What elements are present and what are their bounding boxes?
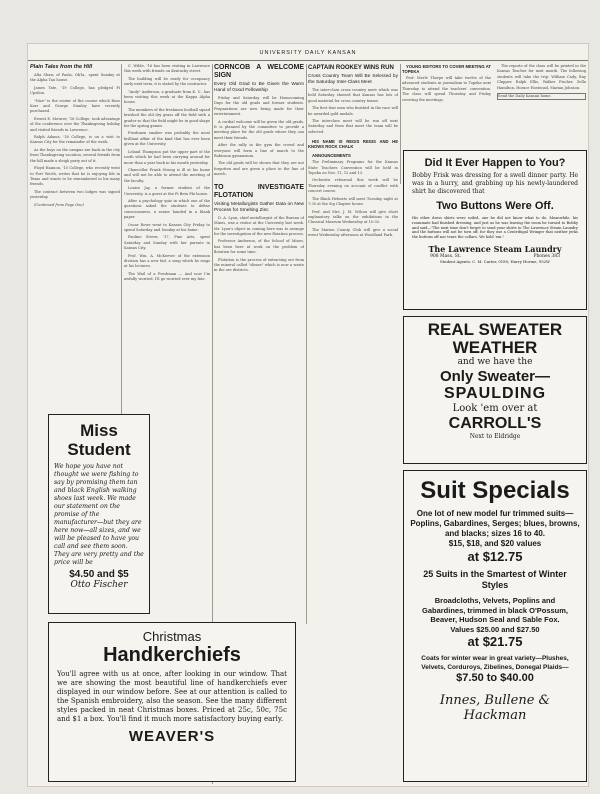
article-headline: CAPTAIN ROOKEY WINS RUN [308, 65, 394, 71]
paragraph: The members of the freshmen football squad brushed the old dry grass off the field with a grader so that the field might be in good shape for the spring games. [124, 107, 210, 129]
ad-headline: Christmas [142, 629, 202, 644]
ad-line: Next to Eldridge [469, 433, 521, 440]
paragraph: Louise Jay, a former student of the University, is a guest at the Pi Beta Phi house. [124, 186, 210, 196]
ad-store-name: WEAVER'S [128, 728, 216, 745]
ad-line: REAL SWEATER [427, 320, 563, 339]
paragraph: The interclass meet will be run off next Saturday and from that meet the team will be selected. [308, 119, 398, 134]
paragraph: Alta Shaw, of Paola, Ok'la., spent Sunday at the Alpha Tau house. [30, 73, 120, 83]
send-home-box: Send the Daily Kansan home. [497, 93, 586, 100]
ad-fabrics: Broadcloths, Velvets, Poplins and Gabardines, trimmed in black O'Possum, Beaver, Hudson Seal and Sable Fox. Values $25.00 and $27.50 [422, 596, 568, 634]
paragraph: Pauline Stever, '17, Fine Arts, spent Saturday and Sunday with her parents in Kansas City. [124, 235, 210, 251]
paragraph: "Nize" is the center of the course which Ross Karr and George Stanley have recently purchased. [30, 98, 120, 114]
ad-line: Look 'em over at [452, 403, 538, 414]
paragraph: "Andy" Anderson, a graduate from K. U., has been visiting this week at the Kappa Alpha house. [124, 89, 210, 105]
paragraph: Prof. Merle Thorpe will take twelve of the advanced students in journalism to Topeka next Thursday to attend the teachers' convention. The class will spend Thursday and Friday covering the meetings. [402, 76, 491, 102]
ad-store-name: CARROLL'S [448, 415, 542, 432]
paragraph: The Wail of a Freshman — And now I'm awfully worried, I'll go worried ever my fate. [124, 271, 210, 282]
paragraph: D. A. Lyon, chief metallurgist of the Bureau of Mines, was a visitor at the University last week. Mr. Lyon's object in coming here was to arrange for the investigation of the new flotation process. [214, 215, 304, 236]
paragraph: After a psychology quiz in which one of the questions asked the students to define consciousness, a senior handed in a blank paper. [124, 198, 210, 220]
ad-price: at $21.75 [467, 634, 523, 649]
ad-suit-specials [403, 470, 587, 782]
newspaper-page [28, 44, 588, 786]
ad-coats: Coats for winter wear in great variety—Plushes, Velvets, Corduroys, Zibelines, Donegal Plaids— [421, 655, 569, 671]
ad-headline: Suit Specials [420, 477, 570, 504]
ad-phone: Phones 383 [533, 253, 560, 259]
ad-body: We hope you have not thought we were fishing to say by promising them tan and black English walking shoes last week. We made our statement on the promise of the manufacturer—but they are here now—all sizes, and we will be pleased to have you call and see them soon. They are very pretty and the price will be [54, 463, 144, 566]
column-cross-country [308, 64, 398, 624]
ad-carrolls [403, 316, 587, 464]
ad-punchline: Two Buttons Were Off. [436, 200, 554, 212]
article-subheadline: Visiting Metallurgists Gather Data on New Process for Smelting Zinc [214, 201, 304, 213]
column-rule [121, 64, 122, 444]
class-report-notice [497, 64, 586, 105]
paragraph: Floyd Hannon, '15 College, who recently went to Fort Worth, writes that he is enjoying life in Texas and wants to be remembered to his many friends. [30, 166, 120, 187]
article-headline: TO INVESTIGATE FLOTATION [214, 183, 304, 199]
paragraph: Ernest E. Mowrer, '16 College, took advantage of the conference over the Thanksgiving holiday and visited friends in Lawrence. [30, 116, 120, 132]
ad-headline: Did It Ever Happen to You? [424, 157, 566, 169]
ad-price: at $12.75 [467, 549, 523, 564]
paragraph: The inter-class cross country meet which was held Saturday showed that Kansas has lots of good material for cross country teams. [308, 88, 398, 103]
ad-body: You'll agree with us at once, after looking in our window. That we are showing the most beautiful line of handkerchiefs ever displayed in our window before. See at our attention is called to the Spanish embroidery, also the season. See the many different styles packed in neat Christmas boxes. Priced at 25c, 50c, 75c and $1 a box. You'll find it much more satisfactory buying early. [57, 670, 287, 723]
paragraph: The contract between two lodges was signed yesterday. [30, 189, 120, 200]
ad-headline: Handkerchiefs [103, 644, 241, 666]
ad-address: 908 Mass. St. [430, 253, 462, 259]
ad-body: Bobby Frisk was dressing for a swell dinner party. He was in a hurry, and grabbing up his newly-laundered shirt he discovered that [412, 172, 578, 195]
ad-line: SPAULDING [443, 385, 547, 402]
paragraph: Chancellor Frank Strong is ill at his home and will not be able to attend the meeting of the faculty. [124, 167, 210, 183]
ad-small-text: His other dress shirts were soiled, one he did not know what to do. Meanwhile, his roommate had finished dressing, and just as he was leaving the room he turned to Bobby and said—"The next time don't forget to send your shirts to The Lawrence Steam Laundry and the buttons will not be torn off, for they use a Centrifugal Wringer that neither jerks the buttons off nor tears the collars. We hold 'em." [412, 216, 578, 240]
ad-old-prices: $15, $18, and $20 values [448, 539, 542, 548]
article-subheadline: Every Old Grad to Be Given the Warm Hand of Good Fellowship [214, 82, 304, 93]
paragraph: Flotation is the process of extracting ore from the mineral called "slimes" which is now a waste in the ore districts. [214, 257, 304, 273]
column-heading: Plain Tales from the Hill [30, 64, 93, 70]
paragraph: Prof. Wm. A. McKeever of the extension division has a new fad, a song which he sings at his lectures. [124, 253, 210, 269]
paragraph: The Black Helmets will meet Tuesday night at 7:30 at the Sig Chapter house. [308, 196, 398, 207]
article-headline: HIS NAME IS REGIS REGIS AND HE KNOWS ROCK CHALK [308, 139, 398, 150]
ad-business-name: The Lawrence Steam Laundry [428, 243, 562, 254]
column-rule [400, 64, 401, 184]
ad-line: and we have the [457, 357, 533, 367]
paragraph: Orchestra rehearsal this week will be Thursday evening on account of conflict with concert course. [308, 178, 398, 194]
ad-store-name: Otto Fischer [70, 580, 128, 590]
paragraph: C. Wilde, '16 has been visiting in Lawrence this week with friends on Kentucky street. [124, 64, 210, 74]
paragraph: The building will be ready for occupancy early next term, it is stated by the contractor. [124, 76, 210, 87]
page-header [28, 48, 588, 58]
paragraph: Oscar Rowe went to Kansas City Friday to spend Saturday and Sunday at his home. [124, 222, 210, 232]
article-headline: CORNCOB A WELCOME SIGN [214, 64, 304, 79]
ad-agents: Student Agents: C. M. Carter, 0180; Harry Horine, 952W [440, 258, 550, 264]
ad-lawrence-steam-laundry [403, 150, 587, 310]
paragraph: The Preliminary Programs for the Kansas State Teachers Convention will be held in Topeka on Nov. 11, 12 and 13. [308, 160, 398, 176]
ad-body: One lot of new model fur trimmed suits—Poplins, Gabardines, Serges; blues, browns, and blacks; sizes 16 to 40. [410, 509, 580, 538]
paragraph: Freshmen smoker was probably the most brilliant affair of the kind that has ever been given at the University. [124, 131, 210, 147]
paragraph: Friday and Saturday will be Homecoming Days for the old grads and former students. Preparations are now being made for their entertainment. [214, 96, 304, 117]
young-editors-article [402, 64, 491, 105]
ad-line: Only Sweater— [439, 368, 551, 385]
article-subheadline: Cross Country Team Will Be Selected by the Saturday Inter-Class Meet [308, 74, 398, 85]
paragraph: The Marion County Club will give a social event Wednesday afternoon at Woodland Park. [308, 227, 398, 238]
paragraph: The reports of the class will be printed in the Kansas Teacher for next month. The following students will take the trip: William Cady, Ray Clapper, Ralph Ellis, Walker Fischer, Zella Hamilton, Horace Hosteoad, Marian Johnson. [497, 64, 586, 90]
ad-store-signature: Innes, Bullene & Hackman [439, 693, 551, 723]
ad-group: 25 Suits in the Smartest of Winter Styles [423, 569, 567, 590]
paragraph: Professor Anderson, of the School of Mines, has been here at work on the problem of flotation for some time. [214, 239, 304, 255]
paragraph: Prof. and Mrs. J. M. Wilcox will give short explanatory talks on the exhibitions in the Classical Museum Wednesday at 10:30. [308, 209, 398, 225]
ad-line: WEATHER [452, 338, 538, 357]
paragraph: A cordial welcome will be given the old grads. It is planned by the committee to provide a meeting place for the old grads where they can meet their friends. [214, 119, 304, 140]
ad-headline: Miss Student [67, 421, 131, 459]
ad-weavers [48, 622, 296, 782]
column-rule [306, 64, 307, 624]
masthead-title: UNIVERSITY DAILY KANSAN [259, 50, 357, 56]
column-plain-tales [30, 64, 120, 444]
continued-note: (Continued from Page One) [34, 202, 84, 207]
paragraph: The first four men who finished in the race will be awarded gold medals. [308, 106, 398, 116]
paragraph: After the rally in the gym the crowd and everyone will form a line of march to the Robinson gymnasium. [214, 143, 304, 159]
column-corncob [214, 64, 304, 624]
paragraph: As the boys on the campus are back in the city from Thanksgiving vacation, several friends from the hill made a sleigh party out of it. [30, 147, 120, 163]
paragraph: The old grads will be shown that they are not forgotten and are given a place in the line of march. [214, 161, 304, 177]
ad-price: $4.50 and $5 [69, 569, 129, 580]
ad-miss-student [48, 414, 150, 614]
header-rule [28, 60, 588, 61]
article-headline: YOUNG EDITORS TO COVER MEETING AT TOPEKA [402, 64, 491, 74]
paragraph: Ralph Adams, '16 College, is on a visit to Kansas City for the remainder of the week. [30, 135, 120, 145]
paragraph: Leland Thompson put the upper part of the tooth which he had been carrying around for more than a year back in his mouth yesterday. [124, 149, 210, 165]
section-heading: ANNOUNCEMENTS [312, 153, 351, 159]
paragraph: James Tate, '19 College, has pledged Pi Upsilon. [30, 85, 120, 96]
ad-price: $7.50 to $40.00 [456, 672, 534, 684]
